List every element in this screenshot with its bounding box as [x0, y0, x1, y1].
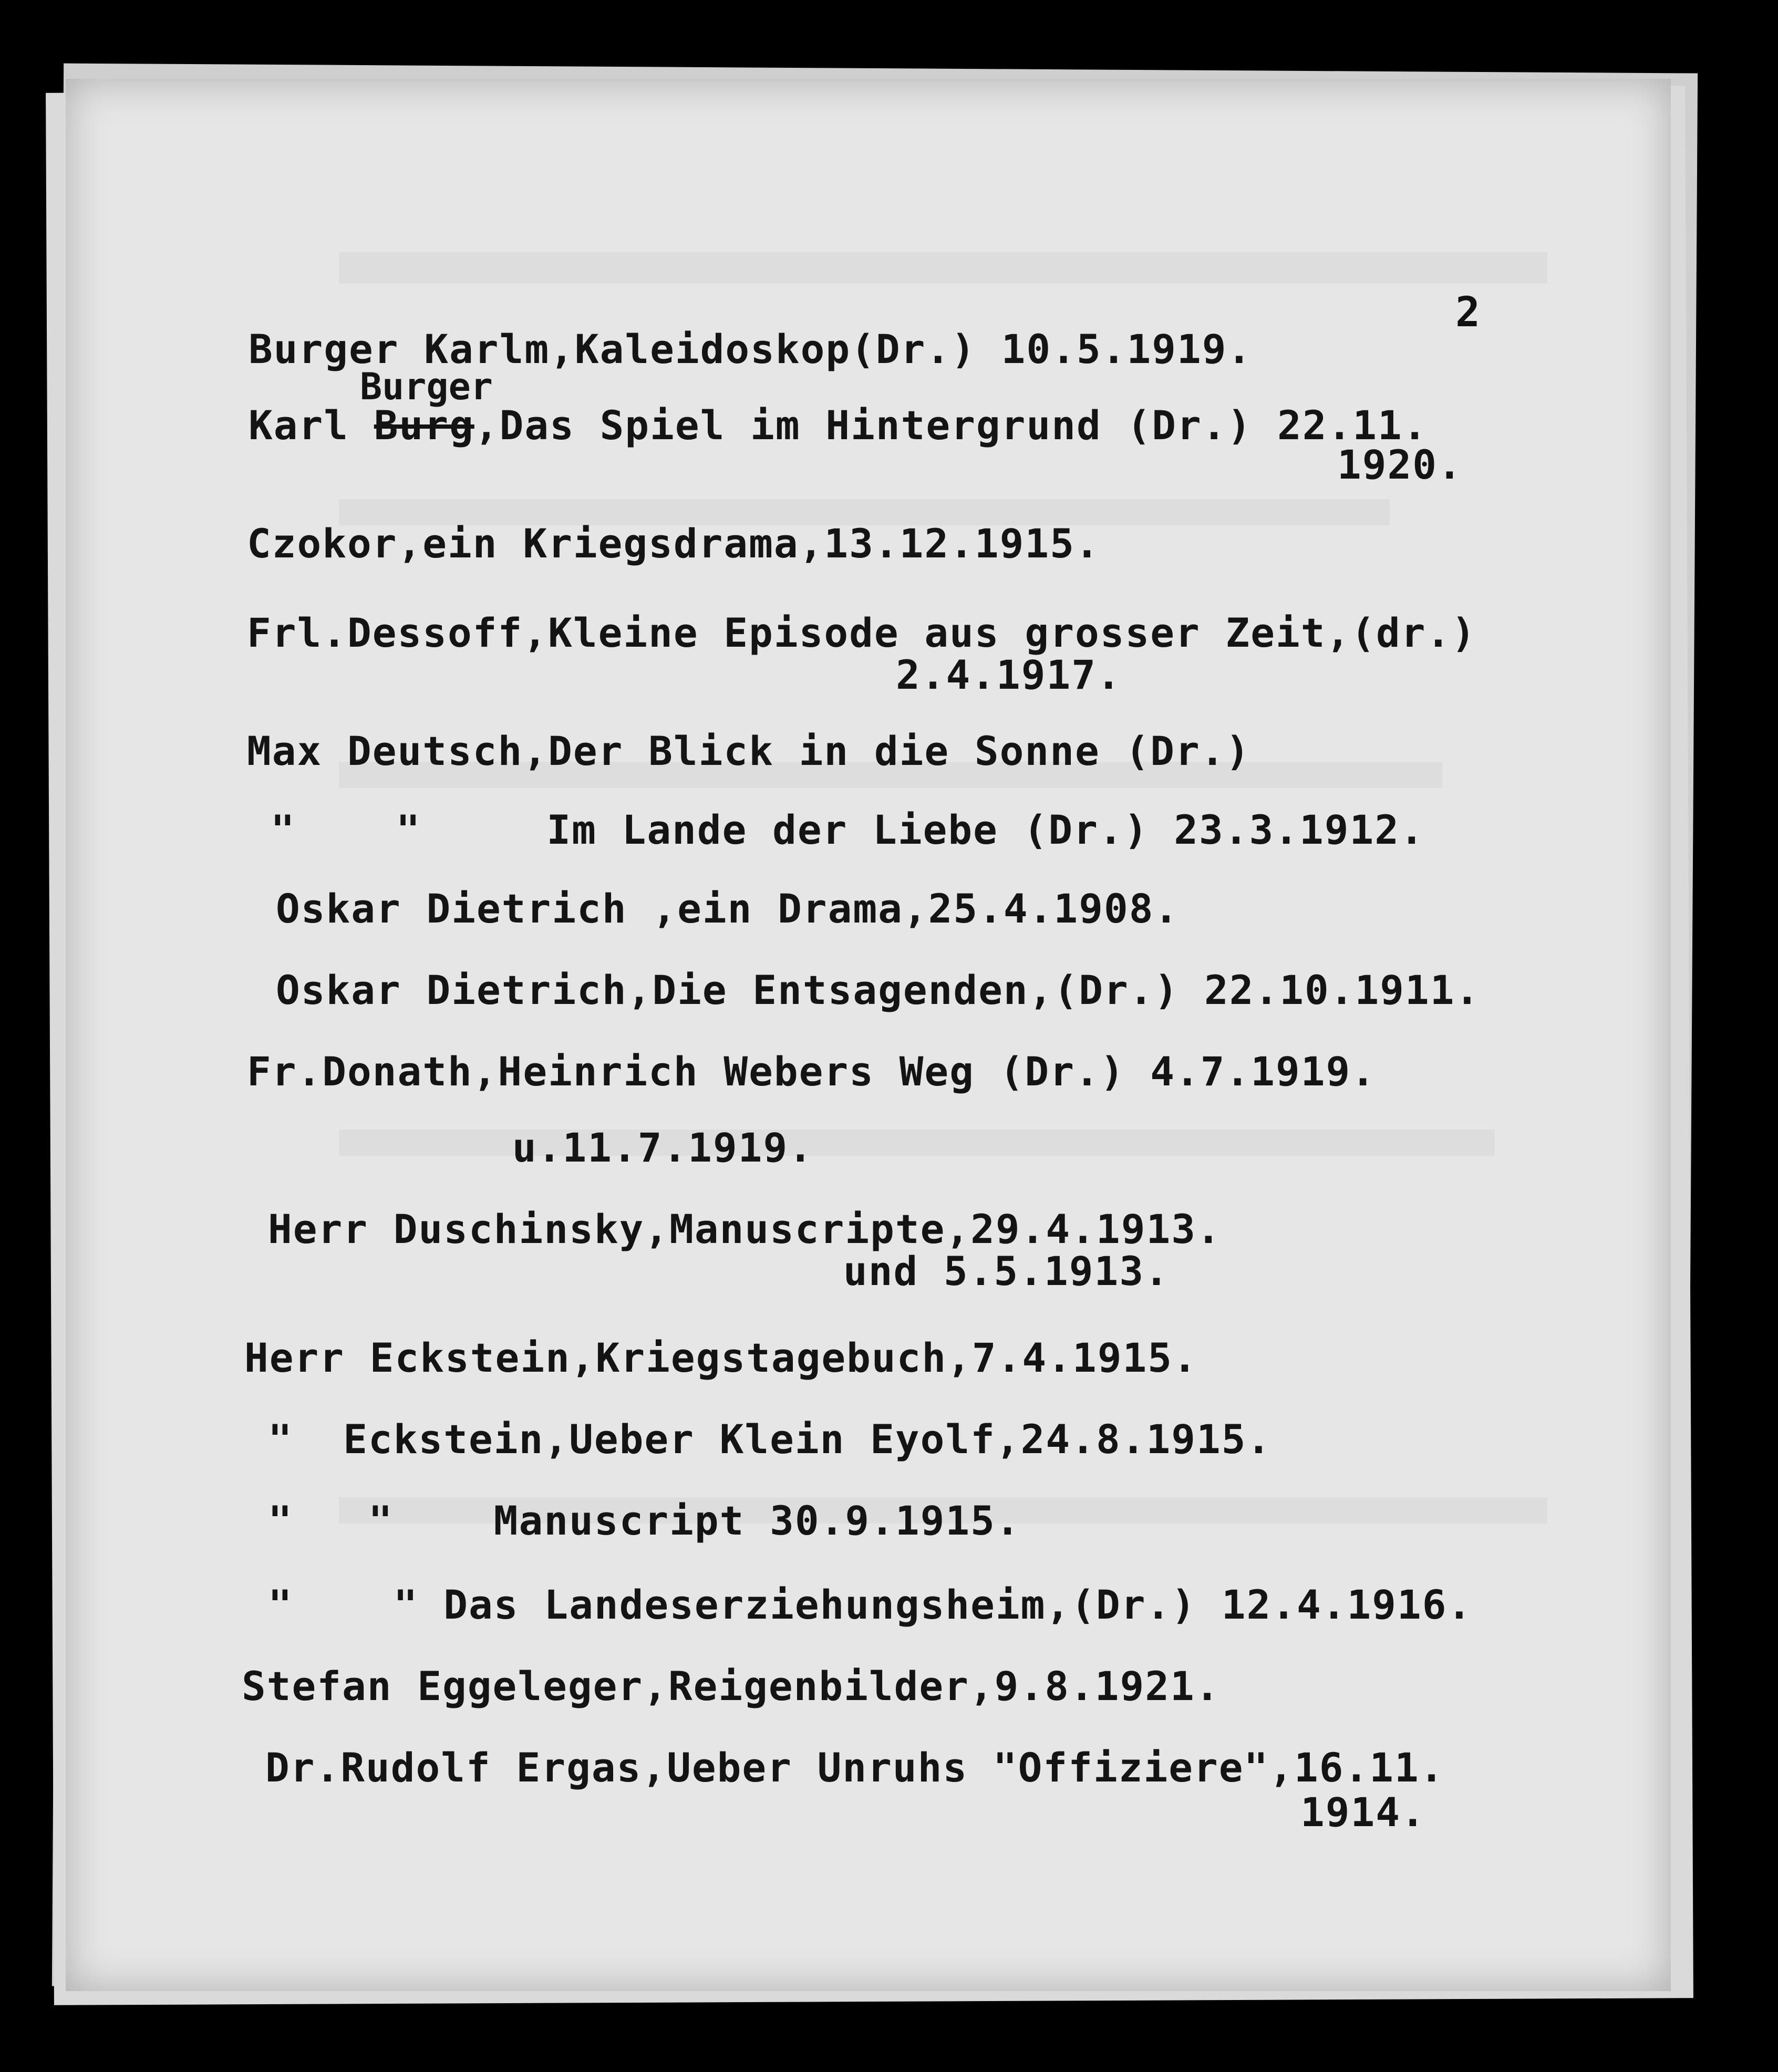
entry-rest: ,Das Spiel im Hintergrund (Dr.) 22.11.: [474, 402, 1428, 449]
entry-line: Burger Karlm,Kaleidoskop(Dr.) 10.5.1919.: [249, 326, 1253, 372]
entry-line: Stefan Eggeleger,Reigenbilder,9.8.1921.: [242, 1663, 1221, 1710]
entry-continuation: 1914.: [1300, 1789, 1426, 1836]
entry-line: Herr Eckstein,Kriegstagebuch,7.4.1915.: [244, 1334, 1198, 1381]
entry-line: Oskar Dietrich,Die Entsagenden,(Dr.) 22.10.1911.: [276, 967, 1481, 1013]
page-number: 2: [1455, 289, 1480, 336]
entry-line: " " Das Landeserziehungsheim,(Dr.) 12.4.1916.: [268, 1581, 1473, 1628]
entry-prefix: Karl: [249, 402, 374, 449]
struck-text: Burg: [374, 402, 474, 449]
entry-line: Czokor,ein Kriegsdrama,13.12.1915.: [247, 520, 1100, 567]
entry-continuation: u.11.7.1919.: [512, 1124, 814, 1171]
document-page: [66, 79, 1671, 1991]
bleed-through-mark: [339, 252, 1547, 284]
entry-continuation: und 5.5.1913.: [843, 1248, 1170, 1294]
entry-line: [249, 402, 1428, 449]
entry-line: Fr.Donath,Heinrich Webers Weg (Dr.) 4.7.1919.: [247, 1048, 1377, 1095]
entry-line: Oskar Dietrich ,ein Drama,25.4.1908.: [276, 885, 1180, 932]
entry-line: Frl.Dessoff,Kleine Episode aus grosser Zeit,(dr.): [247, 609, 1477, 656]
entry-continuation: 1920.: [1337, 441, 1463, 488]
entry-continuation: 2.4.1917.: [896, 651, 1122, 698]
inserted-correction: Burger: [360, 365, 493, 408]
entry-line: Dr.Rudolf Ergas,Ueber Unruhs "Offiziere",16.11.: [265, 1744, 1445, 1791]
entry-line: " " Im Lande der Liebe (Dr.) 23.3.1912.: [271, 806, 1425, 853]
entry-line: Max Deutsch,Der Blick in die Sonne (Dr.): [247, 728, 1251, 774]
entry-line: " " Manuscript 30.9.1915.: [268, 1497, 1021, 1544]
entry-line: Herr Duschinsky,Manuscripte,29.4.1913.: [268, 1206, 1222, 1252]
entry-line: " Eckstein,Ueber Klein Eyolf,24.8.1915.: [268, 1416, 1272, 1463]
